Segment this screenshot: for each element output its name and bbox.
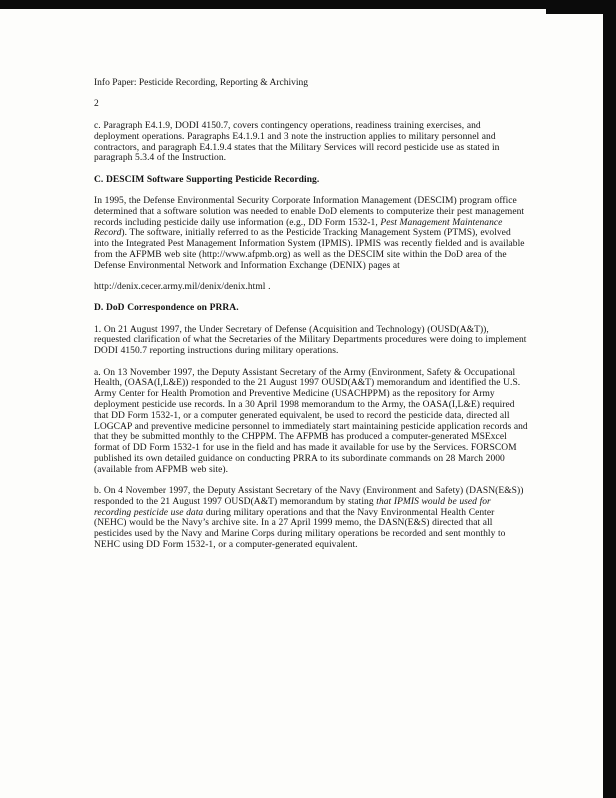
heading-c-descim xyxy=(94,175,528,186)
document-body xyxy=(94,121,528,551)
text-segment: 1. On 21 August 1997, the Under Secretary of Defense (Acquisition and Technology) (OUSD(A&T)), requested clarification of what the Secretaries of the Military Departments procedures were doing to implement DODI 4150.7 reporting instructions during military operations. xyxy=(94,324,527,357)
paragraph-1 xyxy=(94,325,528,357)
scan-edge-right xyxy=(603,0,616,798)
paragraph-b xyxy=(94,486,528,551)
scan-edge-corner xyxy=(546,0,616,14)
document-content xyxy=(94,78,528,561)
document-title: Info Paper: Pesticide Recording, Reporting & Archiving xyxy=(94,78,308,88)
paragraph-a xyxy=(94,368,528,476)
paragraph-c xyxy=(94,121,528,164)
text-segment: b. On 4 November 1997, the Deputy Assistant Secretary of the Navy (Environment and Safety) (DASN(E&S)) responded to the 21 August 1997 OUSD(A&T) memorandum by stating xyxy=(94,486,524,507)
page-number: 2 xyxy=(94,99,99,109)
heading-d-correspondence xyxy=(94,303,528,314)
paragraph-descim xyxy=(94,196,528,272)
text-segment: In 1995, the Defense Environmental Security Corporate Information Management (DESCIM) program office determined that a software solution was needed to enable DoD elements to computerize their pest management records including pesticide daily use information (e.g., DD Form 1532-1, xyxy=(94,195,525,228)
text-segment: ). The software, initially referred to as the Pesticide Tracking Management System (PTMS), evolved into the Integrated Pest Management Information System (IPMIS). IPMIS was recently fielded and is available from the AFPMB web site (http://www.afpmb.org) as well as the DESCIM site within the DoD area of the Defense Environmental Network and Information Exchange (DENIX) pages at xyxy=(94,228,525,271)
text-segment: c. Paragraph E4.1.9, DODI 4150.7, covers contingency operations, readiness training exercises, and deployment operations. Paragraphs E4.1.9.1 and 3 note the instruction applies to military personnel and contractors, and paragraph E4.1.9.4 states that the Military Services will record pesticide use as stated in paragraph 5.3.4 of the Instruction. xyxy=(94,121,500,164)
text-segment: during military operations and that the Navy Environmental Health Center (NEHC) would be the Navy’s archive site. In a 27 April 1999 memo, the DASN(E&S) directed that all pesticides used by the Navy and Marine Corps during military operations be recorded and sent monthly to NEHC using DD Form 1532-1, or a computer-generated equivalent. xyxy=(94,507,506,550)
text-segment: a. On 13 November 1997, the Deputy Assistant Secretary of the Army (Environment, Safety & Occupational Health, (OASA(I,L&E)) responded to the 21 August 1997 OUSD(A&T) memorandum and identified the U.S. Army Center for Health Promotion and Preventive Medicine (USACHPPM) as the repository for Army deployment pesticide use records. In a 30 April 1998 memorandum to the Army, the OASA(I,L&E) required that DD Form 1532-1, or a computer generated equivalent, be used to record the pesticide data, directed all LOGCAP and preventive medicine personnel to immediately start maintaining pesticide application records and that they be submitted monthly to the CHPPM. The AFPMB has produced a computer-generated MSExcel format of DD Form 1532-1 for use in the field and has made it available for use by the Services. FORSCOM published its own detailed guidance on conducting PRRA to its subordinate commands on 28 March 2000 (available from AFPMB web site). xyxy=(94,367,528,475)
text-segment: Pest Management Maintenance Record xyxy=(94,217,503,239)
text-segment: http://denix.cecer.army.mil/denix/denix.html . xyxy=(94,282,271,293)
text-segment: D. DoD Correspondence on PRRA. xyxy=(94,303,239,314)
text-segment: that IPMIS would be used for recording pesticide use data xyxy=(94,496,491,518)
scan-edge-top xyxy=(0,0,616,9)
link-line-denix xyxy=(94,282,528,293)
text-segment: C. DESCIM Software Supporting Pesticide Recording. xyxy=(94,174,320,185)
